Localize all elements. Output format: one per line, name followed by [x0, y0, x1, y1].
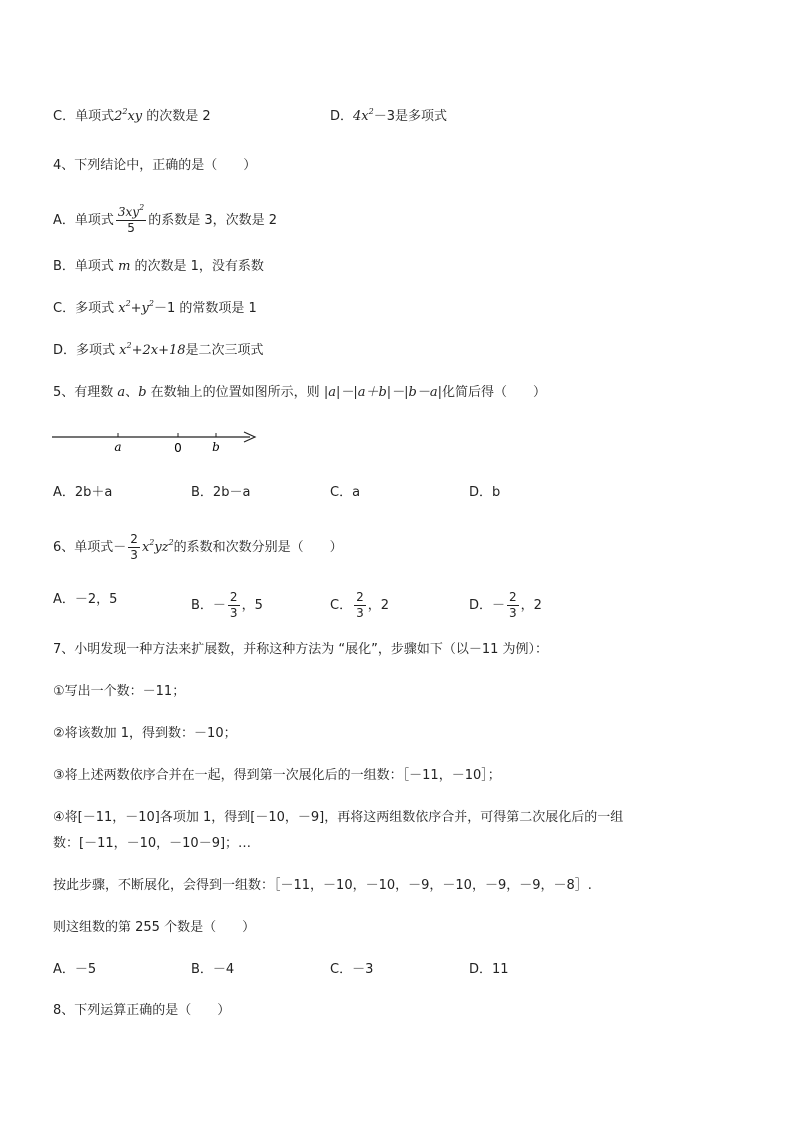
q5-option-c: C．a — [330, 485, 361, 500]
q6-option-a: A．－2，5 — [53, 592, 118, 607]
fraction: $\frac{3xy^2}{5}$ — [117, 203, 145, 235]
q7-step-2: ②将该数加 1，得到数：－10； — [53, 726, 237, 741]
label-a: a — [114, 440, 122, 454]
q3-option-d: D．$4x^2-3$是多项式 — [330, 107, 448, 124]
q8-stem: 8、下列运算正确的是（ ） — [53, 1003, 231, 1018]
q6-option-c: C． $\frac{2}{3}$ ，2 — [330, 590, 389, 620]
q3-option-c: C．单项式$2^2xy$ 的次数是 2 — [53, 107, 211, 124]
q7-option-c: C．－3 — [330, 962, 374, 977]
number-line — [50, 427, 270, 455]
q7-continue: 按此步骤，不断展化，会得到一组数：［－11，－10，－10，－9，－10，－9，－9，－8］. — [53, 878, 592, 893]
q4-stem: 4、下列结论中，正确的是（ ） — [53, 158, 257, 173]
q7-step-3: ③将上述两数依序合并在一起，得到第一次展化后的一组数：［－11，－10］； — [53, 768, 501, 783]
q5-option-a: A．2b＋a — [53, 485, 113, 500]
q5-stem: 5、有理数 a、b 在数轴上的位置如图所示，则 |a|－|a＋b|－|b－a|化简后得（ ） — [53, 385, 547, 400]
q5-option-b: B．2b－a — [191, 485, 251, 500]
q7-option-b: B．－4 — [191, 962, 235, 977]
q7-stem: 7、小明发现一种方法来扩展数，并称这种方法为 “展化”，步骤如下（以－11 为例）： — [53, 642, 549, 657]
q7-step-4: ④将[－11，－10]各项加 1，得到[－10，－9]，再将这两组数依序合并，可得第二次展化后的一组 — [53, 810, 624, 825]
q4-option-c: C．多项式 $x^2+y^2-1$ 的常数项是 1 — [53, 299, 257, 316]
q7-option-a: A．－5 — [53, 962, 97, 977]
fraction: $\frac{2}{3}$ — [130, 532, 138, 562]
q7-option-d: D．11 — [469, 962, 509, 977]
q7-step-1: ①写出一个数：－11； — [53, 684, 186, 699]
q4-option-d: D．多项式 $x^2+2x+18$是二次三项式 — [53, 341, 264, 358]
q7-ask: 则这组数的第 255 个数是（ ） — [53, 920, 256, 935]
q4-option-a: A．单项式 $\frac{3xy^2}{5}$ 的系数是 3，次数是 2 — [53, 203, 277, 235]
label-0: 0 — [174, 441, 182, 455]
q4-option-b: B．单项式 m 的次数是 1，没有系数 — [53, 259, 264, 274]
q6-stem: 6、单项式－ $\frac{2}{3}$ $x^2yz^2$的系数和次数分别是（ ） — [53, 532, 343, 562]
q7-step-4-cont: 数：[－11，－10，－10－9]；… — [53, 836, 252, 851]
q6-option-b: B．－ $\frac{2}{3}$ ，5 — [191, 590, 263, 620]
q6-option-d: D．－ $\frac{2}{3}$ ，2 — [469, 590, 542, 620]
q5-option-d: D．b — [469, 485, 501, 500]
label-b: b — [212, 440, 220, 454]
